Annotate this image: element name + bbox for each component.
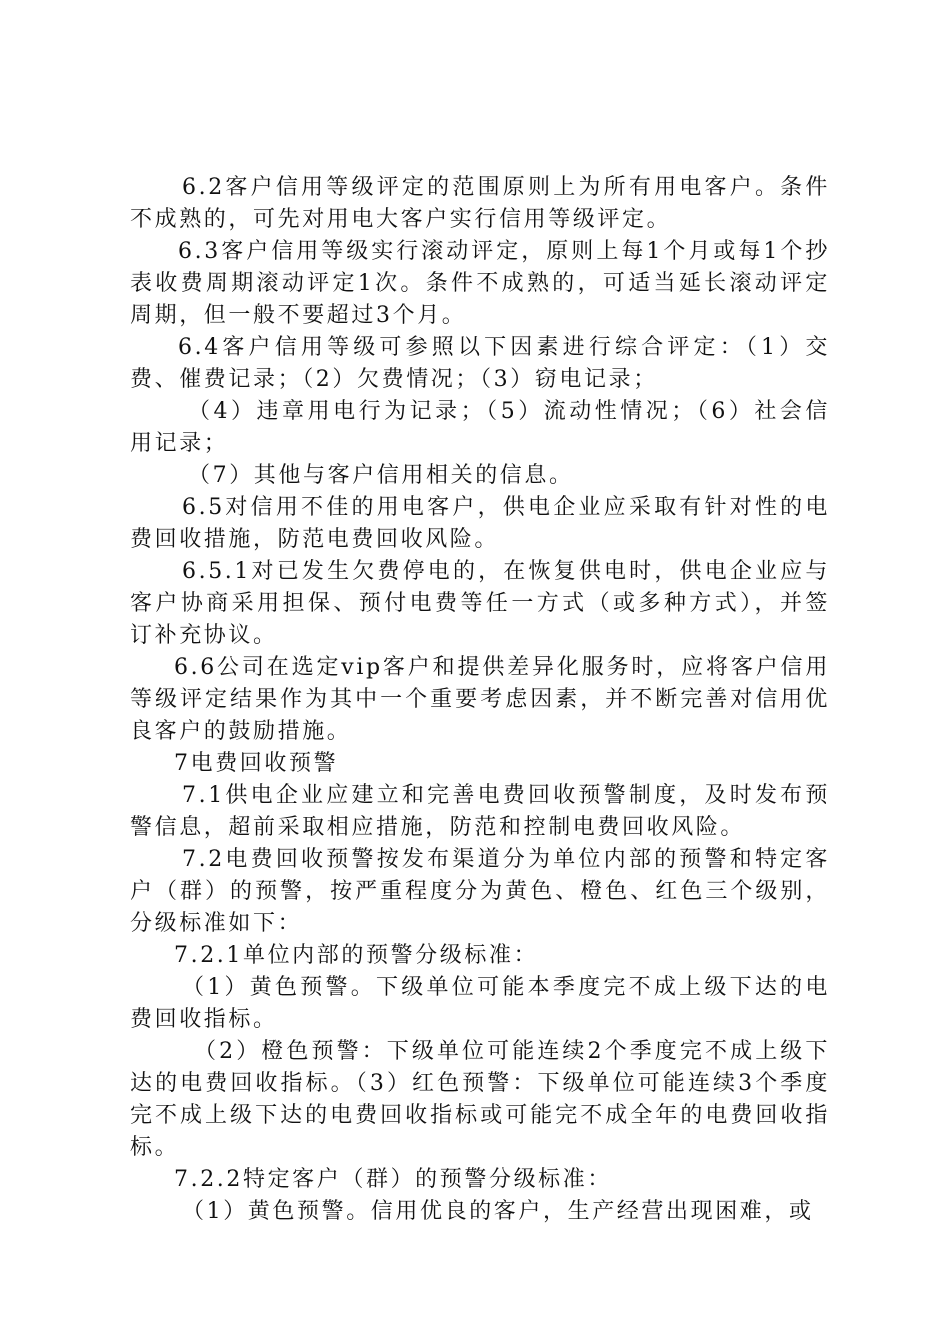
paragraph-7-2-1-orange-red: （2）橙色预警：下级单位可能连续2个季度完不成上级下达的电费回收指标。（3）红色预警：下级单位可能连续3个季度完不成上级下达的电费回收指标或可能完不成全年的电费回收指标。 (130, 1039, 830, 1160)
paragraph-6-3: 6.3客户信用等级实行滚动评定，原则上每1个月或每1个抄表收费周期滚动评定1次。条件不成熟的，可适当延长滚动评定周期，但一般不要超过3个月。 (130, 239, 830, 328)
paragraph-7-2-1: 7.2.1单位内部的预警分级标准： (174, 943, 539, 968)
paragraph-7-2-1-yellow: （1）黄色预警。下级单位可能本季度完不成上级下达的电费回收指标。 (130, 975, 830, 1032)
paragraph-7-1: 7.1供电企业应建立和完善电费回收预警制度，及时发布预警信息，超前采取相应措施，防范和控制电费回收风险。 (130, 783, 830, 840)
paragraph-7-2: 7.2电费回收预警按发布渠道分为单位内部的预警和特定客户（群）的预警，按严重程度分为黄色、橙色、红色三个级别，分级标准如下： (130, 847, 830, 936)
paragraph-6-4-item-7: （7）其他与客户信用相关的信息。 (188, 463, 574, 488)
paragraph-6-4-items-4-6: （4）违章用电行为记录；（5）流动性情况；（6）社会信用记录； (130, 399, 830, 456)
paragraph-6-5-1: 6.5.1对已发生欠费停电的，在恢复供电时，供电企业应与客户协商采用担保、预付电费等任一方式（或多种方式），并签订补充协议。 (130, 559, 830, 648)
paragraph-6-2: 6.2客户信用等级评定的范围原则上为所有用电客户。条件不成熟的，可先对用电大客户实行信用等级评定。 (130, 175, 830, 232)
section-heading-7: 7电费回收预警 (174, 751, 339, 776)
paragraph-6-4: 6.4客户信用等级可参照以下因素进行综合评定：（1）交费、催费记录；（2）欠费情况；（3）窃电记录； (130, 335, 830, 392)
paragraph-6-5: 6.5对信用不佳的用电客户，供电企业应采取有针对性的电费回收措施，防范电费回收风险。 (130, 495, 830, 552)
paragraph-7-2-2: 7.2.2特定客户（群）的预警分级标准： (174, 1167, 612, 1192)
document-body (130, 172, 830, 1228)
paragraph-6-6: 6.6公司在选定vip客户和提供差异化服务时，应将客户信用等级评定结果作为其中一个重要考虑因素，并不断完善对信用优良客户的鼓励措施。 (130, 655, 830, 744)
paragraph-7-2-2-yellow: （1）黄色预警。信用优良的客户，生产经营出现困难，或 (182, 1199, 814, 1224)
